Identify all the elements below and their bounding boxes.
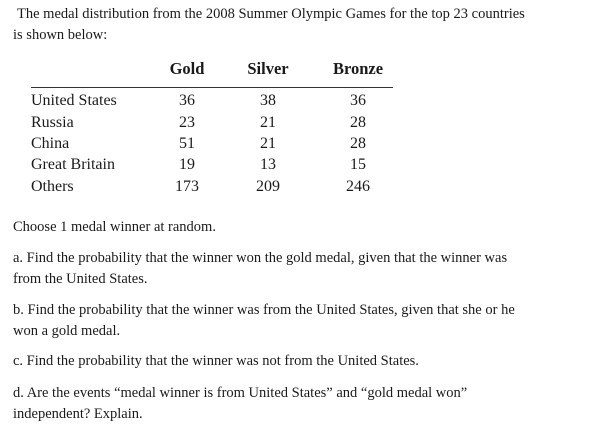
silver-count: 209 bbox=[256, 178, 280, 195]
bronze-count: 246 bbox=[346, 178, 370, 195]
question-a-line-1: a. Find the probability that the winner won the gold medal, given that the winner was bbox=[13, 250, 508, 266]
country-name: Others bbox=[31, 178, 74, 195]
question-d bbox=[13, 383, 583, 425]
gold-count: 173 bbox=[175, 178, 199, 195]
country-name: Great Britain bbox=[31, 156, 115, 173]
header-silver: Silver bbox=[247, 59, 289, 78]
table-row bbox=[31, 154, 393, 175]
country-name: China bbox=[31, 135, 70, 152]
intro-line-1: The medal distribution from the 2008 Summer Olympic Games for the top 23 countries bbox=[17, 6, 525, 22]
gold-count: 23 bbox=[179, 114, 195, 131]
instruction-choose: Choose 1 medal winner at random. bbox=[13, 219, 216, 235]
intro-line-2: is shown below: bbox=[13, 27, 108, 43]
table-row bbox=[31, 133, 393, 154]
question-b-line-2: won a gold medal. bbox=[13, 323, 121, 339]
bronze-count: 28 bbox=[350, 114, 366, 131]
table-row bbox=[31, 176, 393, 197]
question-d-line-1: d. Are the events “medal winner is from United States” and “gold medal won” bbox=[13, 385, 468, 401]
silver-count: 21 bbox=[260, 114, 276, 131]
question-b-line-1: b. Find the probability that the winner was from the United States, given that she or he bbox=[13, 302, 515, 318]
gold-count: 36 bbox=[179, 92, 195, 109]
question-b bbox=[13, 300, 583, 342]
header-bronze: Bronze bbox=[332, 59, 384, 78]
header-gold: Gold bbox=[169, 59, 205, 78]
table-row bbox=[31, 90, 393, 111]
intro-paragraph bbox=[13, 4, 583, 46]
bronze-count: 15 bbox=[350, 156, 366, 173]
country-name: Russia bbox=[31, 114, 74, 131]
question-c: c. Find the probability that the winner was not from the United States. bbox=[13, 353, 419, 369]
bronze-count: 36 bbox=[350, 92, 366, 109]
country-name: United States bbox=[31, 92, 117, 109]
question-d-line-2: independent? Explain. bbox=[13, 406, 143, 422]
bronze-count: 28 bbox=[350, 135, 366, 152]
silver-count: 38 bbox=[260, 92, 276, 109]
question-a-line-2: from the United States. bbox=[13, 271, 148, 287]
question-a bbox=[13, 248, 583, 290]
gold-count: 19 bbox=[179, 156, 195, 173]
header-divider bbox=[31, 87, 393, 88]
silver-count: 21 bbox=[260, 135, 276, 152]
gold-count: 51 bbox=[179, 135, 195, 152]
table-row bbox=[31, 112, 393, 133]
silver-count: 13 bbox=[260, 156, 276, 173]
